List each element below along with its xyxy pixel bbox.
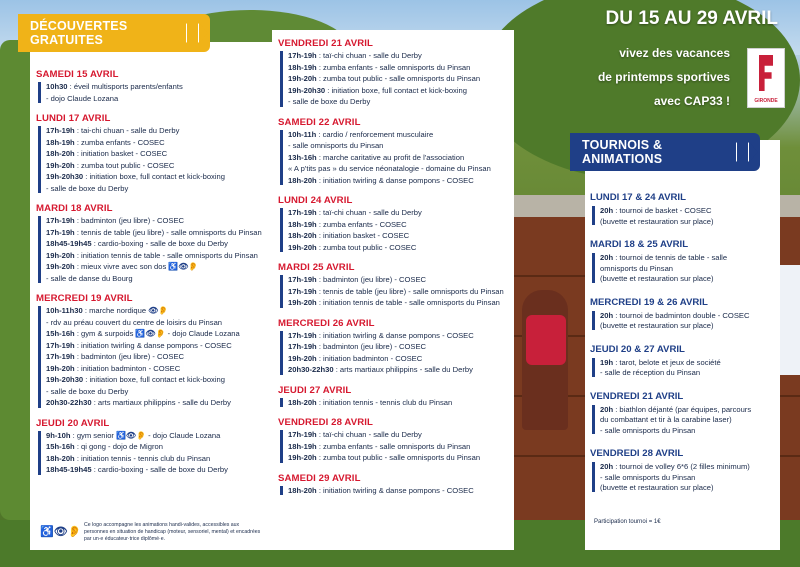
entry-description: : gym senior — [70, 430, 114, 440]
schedule-entry — [46, 454, 210, 464]
entry-description: : marche caritative au profit de l'association — [316, 152, 465, 162]
schedule-entry — [46, 364, 180, 374]
day-accent-bar — [592, 253, 595, 283]
day-accent-bar — [38, 216, 41, 283]
day-accent-bar — [38, 431, 41, 475]
entry-time: 20h30-22h30 — [288, 365, 334, 374]
entry-description: (buvette et restauration sur place) — [600, 321, 714, 330]
schedule-entry — [288, 153, 464, 163]
entry-time: 19h-20h — [288, 242, 317, 252]
entry-description: : initiation boxe, full contact et kick-boxing — [83, 375, 225, 384]
schedule-entry — [600, 253, 727, 263]
entry-time: 17h-19h — [46, 126, 75, 135]
schedule-entry — [46, 126, 179, 136]
entry-description: : zumba enfants - salle omnisports du Pinsan — [316, 441, 471, 451]
entry-time: 19h-20h — [288, 353, 317, 363]
event-dates-title: DU 15 AU 29 AVRIL — [605, 8, 778, 29]
entry-time: 10h-11h30 — [46, 306, 83, 315]
entry-description: : tennis de table (jeu libre) - salle omnisports du Pinsan — [74, 227, 262, 237]
entry-description: : tournoi de badminton double - COSEC — [613, 310, 750, 320]
schedule-entry — [288, 130, 433, 140]
entry-time: 15h-16h — [46, 442, 75, 451]
entry-time: 20h — [600, 253, 614, 262]
entry-description: : zumba enfants - COSEC — [316, 219, 407, 229]
entry-time: 19h-20h30 — [46, 375, 84, 384]
day-accent-bar — [280, 486, 283, 496]
day-heading: VENDREDI 21 AVRIL — [278, 38, 373, 49]
tournois-banner-title: TOURNOIS & ANIMATIONS — [582, 138, 663, 166]
schedule-entry — [288, 86, 467, 96]
day-heading: LUNDI 17 AVRIL — [36, 113, 111, 124]
entry-description: : zumba tout public - salle omnisports du Pinsan — [316, 74, 481, 83]
entry-time: 18h-19h — [288, 441, 317, 451]
entry-time: 17h-19h — [46, 227, 75, 237]
day-heading: MARDI 18 & 25 AVRIL — [590, 239, 689, 250]
schedule-entry — [288, 298, 500, 308]
entry-time: 13h-16h — [288, 152, 317, 162]
schedule-entry — [288, 365, 473, 375]
entry-time: 20h — [600, 310, 614, 320]
day-heading: MERCREDI 26 AVRIL — [278, 317, 375, 329]
schedule-entry — [288, 231, 409, 241]
decouvertes-banner-title: DÉCOUVERTES GRATUITES — [30, 19, 128, 47]
schedule-entry — [46, 465, 228, 475]
day-accent-bar — [592, 462, 595, 492]
day-heading: JEUDI 20 AVRIL — [36, 417, 110, 429]
schedule-entry — [46, 149, 167, 159]
entry-time: 20h — [600, 404, 614, 414]
day-accent-bar — [280, 275, 283, 308]
entry-time: 9h-10h — [46, 430, 71, 440]
schedule-entry — [600, 368, 700, 378]
day-heading: MARDI 25 AVRIL — [278, 262, 355, 273]
schedule-entry — [288, 398, 452, 408]
entry-time: 17h-19h — [288, 51, 317, 60]
schedule-entry — [288, 430, 422, 440]
entry-description: omnisports du Pinsan — [600, 263, 674, 273]
entry-description: : initiation tennis de table - salle omnisports du Pinsan — [74, 250, 258, 260]
schedule-entry — [46, 318, 222, 328]
schedule-entry — [288, 141, 383, 151]
entry-description: : zumba tout public - COSEC — [74, 160, 175, 170]
entry-time: 18h-19h — [288, 219, 317, 229]
entry-time: 17h-19h — [288, 275, 317, 284]
gironde-logo: GIRONDE — [747, 48, 785, 108]
schedule-entry — [288, 74, 480, 84]
entry-description: : éveil multisports parents/enfants — [67, 82, 183, 91]
entry-description: : initiation twirling & danse pompons - COSEC — [316, 175, 474, 185]
entry-time: 19h-20h — [46, 262, 75, 271]
day-accent-bar — [280, 430, 283, 463]
day-accent-bar — [592, 206, 595, 225]
entry-time: 15h-16h — [46, 329, 75, 338]
entry-description: : initiation twirling & danse pompons - COSEC — [74, 340, 232, 350]
day-accent-bar — [592, 311, 595, 330]
schedule-entry — [288, 275, 426, 285]
schedule-entry — [46, 398, 231, 408]
entry-description: : arts martiaux philippins - salle du Derby — [333, 365, 473, 374]
schedule-entry — [600, 206, 711, 216]
entry-description: : initiation badminton - COSEC — [74, 363, 181, 373]
schedule-entry — [600, 415, 732, 425]
schedule-entry — [46, 341, 232, 351]
entry-description: - salle omnisports du Pinsan — [600, 425, 696, 435]
entry-description: : zumba tout public - COSEC — [316, 242, 417, 252]
entry-time: 18h45-19h45 — [46, 465, 92, 474]
entry-time: 10h30 — [46, 82, 68, 91]
schedule-entry — [600, 483, 714, 493]
entry-description: : tai-chi chuan - salle du Derby — [74, 126, 180, 135]
entry-time: 17h-19h — [288, 342, 317, 351]
entry-description: : initiation boxe, full contact et kick-boxing — [325, 85, 467, 95]
handicap-accessibility-icon: ♿👁👂 — [40, 526, 82, 538]
day-accent-bar — [280, 398, 283, 408]
entry-time: 17h-19h — [46, 340, 75, 350]
entry-description: : arts martiaux philippins - salle du Derby — [91, 398, 231, 407]
entry-time: 20h — [600, 462, 614, 471]
tournois-banner — [570, 133, 760, 171]
entry-time: 19h-20h — [46, 250, 75, 260]
day-heading: JEUDI 20 & 27 AVRIL — [590, 343, 685, 355]
schedule-entry — [46, 442, 163, 452]
schedule-entry — [600, 311, 749, 321]
entry-description: - salle de boxe du Derby — [46, 183, 129, 193]
entry-time: 18h-20h — [288, 397, 317, 407]
schedule-entry — [600, 358, 721, 368]
entry-description: (buvette et restauration sur place) — [600, 483, 714, 492]
entry-time: 17h-19h — [288, 330, 317, 340]
entry-time: 19h-20h — [288, 298, 317, 307]
entry-description: : gym & surpoids — [74, 329, 134, 338]
schedule-entry — [46, 352, 184, 362]
entry-time: 20h30-22h30 — [46, 398, 92, 407]
entry-time: 17h-19h — [288, 286, 317, 296]
entry-description: : tennis de table (jeu libre) - salle omnisports du Pinsan — [316, 286, 504, 296]
day-heading: MERCREDI 19 AVRIL — [36, 293, 133, 304]
entry-description: : cardio / renforcement musculaire — [316, 129, 434, 139]
schedule-entry — [46, 82, 183, 92]
day-heading: SAMEDI 15 AVRIL — [36, 69, 119, 80]
entry-time: 17h-19h — [288, 208, 317, 217]
entry-description: - rdv au préau couvert du centre de loisirs du Pinsan — [46, 317, 223, 327]
entry-description: - salle de boxe du Derby — [288, 97, 371, 106]
entry-time: 19h-20h30 — [46, 172, 84, 181]
entry-description: : initiation twirling & danse pompons - COSEC — [316, 330, 474, 340]
entry-description: : biathlon déjanté (par équipes, parcours — [613, 404, 752, 414]
day-accent-bar — [280, 208, 283, 252]
schedule-entry — [288, 342, 426, 352]
entry-time: 18h-20h — [46, 453, 75, 463]
entry-description: (buvette et restauration sur place) — [600, 216, 714, 226]
schedule-entry — [600, 217, 714, 227]
schedule-entry — [46, 184, 128, 194]
handicap-accessibility-icon: 👁👂 — [148, 306, 169, 315]
schedule-entry — [46, 228, 262, 238]
schedule-entry — [600, 274, 714, 284]
entry-description: : tarot, belote et jeux de société — [613, 357, 721, 367]
entry-description: : badminton (jeu libre) - COSEC — [74, 352, 185, 361]
schedule-entry — [600, 321, 714, 331]
schedule-entry — [288, 287, 504, 297]
day-accent-bar — [38, 306, 41, 408]
day-heading: SAMEDI 29 AVRIL — [278, 472, 361, 484]
schedule-entry — [288, 176, 474, 186]
schedule-entry — [288, 354, 422, 364]
schedule-entry — [288, 486, 474, 496]
tagline-line-3: avec CAP33 ! — [653, 94, 730, 108]
schedule-entry — [288, 331, 474, 341]
entry-description: - salle de danse du Bourg — [46, 273, 133, 283]
day-heading: SAMEDI 22 AVRIL — [278, 116, 361, 128]
day-accent-bar — [38, 82, 41, 103]
day-heading: LUNDI 24 AVRIL — [278, 195, 353, 206]
schedule-entry — [600, 405, 751, 415]
entry-time: 18h-19h — [288, 62, 317, 72]
entry-time: 17h-19h — [288, 430, 317, 439]
entry-time: 10h-11h — [288, 129, 317, 139]
schedule-entry — [46, 274, 133, 284]
schedule-entry — [600, 426, 695, 436]
schedule-entry — [600, 462, 750, 472]
entry-description: : tournoi de tennis de table - salle — [613, 253, 728, 262]
entry-description: : zumba enfants - salle omnisports du Pinsan — [316, 62, 471, 72]
entry-description: : initiation basket - COSEC — [74, 149, 168, 158]
entry-description: (buvette et restauration sur place) — [600, 274, 714, 283]
schedule-entry — [46, 251, 258, 261]
handicap-accessibility-icon: ♿👁👂 — [135, 329, 166, 338]
entry-time: 18h45-19h45 — [46, 239, 92, 248]
day-heading: VENDREDI 28 AVRIL — [590, 448, 684, 459]
accessibility-legend: Ce logo accompagne les animations handi-valides, accessibles aux personnes en situation de handicap (moteur, sensoriel, mental) et encadrées par un·e éducateur·trice diplômé·e. — [84, 522, 261, 542]
day-heading: MARDI 18 AVRIL — [36, 203, 113, 214]
entry-description: : badminton (jeu libre) - COSEC — [74, 216, 185, 225]
schedule-entry — [600, 473, 695, 483]
entry-description: : taï-chi chuan - salle du Derby — [316, 208, 422, 217]
entry-description: : badminton (jeu libre) - COSEC — [316, 342, 427, 351]
entry-description: - salle omnisports du Pinsan — [600, 472, 696, 482]
entry-description: : initiation tennis de table - salle omnisports du Pinsan — [316, 298, 500, 307]
schedule-entry — [600, 264, 673, 274]
entry-time: 19h-20h — [288, 74, 317, 83]
entry-description: - dojo Claude Lozana — [46, 93, 119, 103]
entry-description: - salle de boxe du Derby — [46, 386, 129, 396]
day-heading: VENDREDI 28 AVRIL — [278, 417, 373, 428]
day-accent-bar — [592, 405, 595, 435]
entry-description: du combattant et tir à la carabine laser) — [600, 415, 732, 424]
day-heading: LUNDI 17 & 24 AVRIL — [590, 192, 686, 203]
day-accent-bar — [38, 126, 41, 193]
entry-location: - dojo Claude Lozana — [165, 329, 240, 338]
schedule-entry — [288, 220, 407, 230]
schedule-entry — [288, 442, 470, 452]
entry-time: 18h-20h — [288, 231, 317, 240]
entry-description: : initiation badminton - COSEC — [316, 353, 423, 363]
entry-description: : cardio-boxing - salle de boxe du Derby — [91, 465, 228, 474]
day-heading: MERCREDI 19 & 26 AVRIL — [590, 296, 708, 308]
entry-description: : initiation tennis - tennis club du Pinsan — [316, 397, 453, 407]
entry-time: 18h-20h — [288, 485, 317, 495]
entry-time: 19h-20h — [46, 363, 75, 373]
schedule-entry — [46, 431, 220, 441]
entry-time: 20h — [600, 206, 614, 215]
entry-description: : initiation boxe, full contact et kick-boxing — [83, 172, 225, 181]
entry-description: : mieux vivre avec son dos — [74, 262, 167, 271]
footnote: programme prévisionnel, sous réserve de modification — [630, 541, 775, 547]
entry-time: 19h-20h — [288, 453, 317, 462]
schedule-entry — [46, 329, 240, 339]
entry-time: 19h-20h30 — [288, 85, 326, 95]
entry-description: : badminton (jeu libre) - COSEC — [316, 275, 427, 284]
schedule-entry — [46, 387, 128, 397]
entry-description: : initiation twirling & danse pompons - COSEC — [316, 485, 474, 495]
entry-location: - dojo Claude Lozana — [146, 430, 221, 440]
entry-description: : marche nordique — [82, 306, 147, 315]
schedule-entry — [46, 216, 184, 226]
chevron-right-icon — [186, 23, 210, 43]
day-heading: JEUDI 27 AVRIL — [278, 384, 352, 396]
entry-time: 17h-19h — [46, 352, 75, 361]
entry-description: : taï-chi chuan - salle du Derby — [316, 51, 422, 60]
chevron-right-icon — [736, 142, 760, 162]
day-heading: VENDREDI 21 AVRIL — [590, 390, 684, 402]
handicap-accessibility-icon: ♿👁👂 — [115, 430, 147, 440]
day-accent-bar — [280, 130, 283, 186]
schedule-entry — [288, 63, 470, 73]
entry-description: : initiation tennis - tennis club du Pinsan — [74, 453, 211, 463]
entry-description: : cardio-boxing - salle de boxe du Derby — [91, 239, 228, 248]
schedule-entry — [46, 94, 118, 104]
entry-description: : zumba tout public - salle omnisports du Pinsan — [316, 453, 481, 462]
schedule-entry — [46, 262, 198, 272]
entry-description: : qi gong - dojo de Migron — [74, 442, 163, 451]
entry-description: : zumba enfants - COSEC — [74, 137, 165, 147]
entry-time: 18h-19h — [46, 137, 75, 147]
participation-note: Participation tournoi = 1€ — [594, 519, 661, 525]
tagline-line-2: de printemps sportives — [597, 70, 730, 84]
handicap-accessibility-icon: ♿👁👂 — [168, 262, 199, 271]
entry-description: : tournoi de basket - COSEC — [613, 206, 712, 215]
entry-time: 19h-20h — [46, 160, 75, 170]
entry-description: - salle de réception du Pinsan — [600, 368, 701, 377]
schedule-entry — [46, 161, 174, 171]
schedule-entry — [288, 208, 422, 218]
schedule-entry — [288, 51, 422, 61]
entry-description: : taï-chi chuan - salle du Derby — [316, 430, 422, 439]
tagline-line-1: vivez des vacances — [619, 46, 730, 60]
entry-description: - salle omnisports du Pinsan — [288, 141, 384, 150]
schedule-entry — [46, 306, 168, 316]
entry-time: 19h — [600, 357, 614, 367]
entry-description: : initiation basket - COSEC — [316, 231, 410, 240]
schedule-entry — [46, 172, 225, 182]
schedule-entry — [288, 243, 416, 253]
schedule-entry — [46, 138, 165, 148]
entry-description: : tournoi de volley 6*6 (2 filles minimum) — [613, 462, 750, 471]
schedule-entry — [288, 164, 491, 174]
day-accent-bar — [592, 358, 595, 377]
day-accent-bar — [280, 51, 283, 107]
schedule-entry — [288, 97, 370, 107]
day-accent-bar — [280, 331, 283, 375]
entry-description: « A p'tits pas » du service néonatalogie - domaine du Pinsan — [288, 164, 491, 173]
entry-time: 18h-20h — [288, 175, 317, 185]
schedule-entry — [288, 453, 480, 463]
entry-time: 17h-19h — [46, 216, 75, 225]
schedule-entry — [46, 375, 225, 385]
decouvertes-banner — [18, 14, 210, 52]
entry-time: 18h-20h — [46, 149, 75, 158]
schedule-entry — [46, 239, 228, 249]
